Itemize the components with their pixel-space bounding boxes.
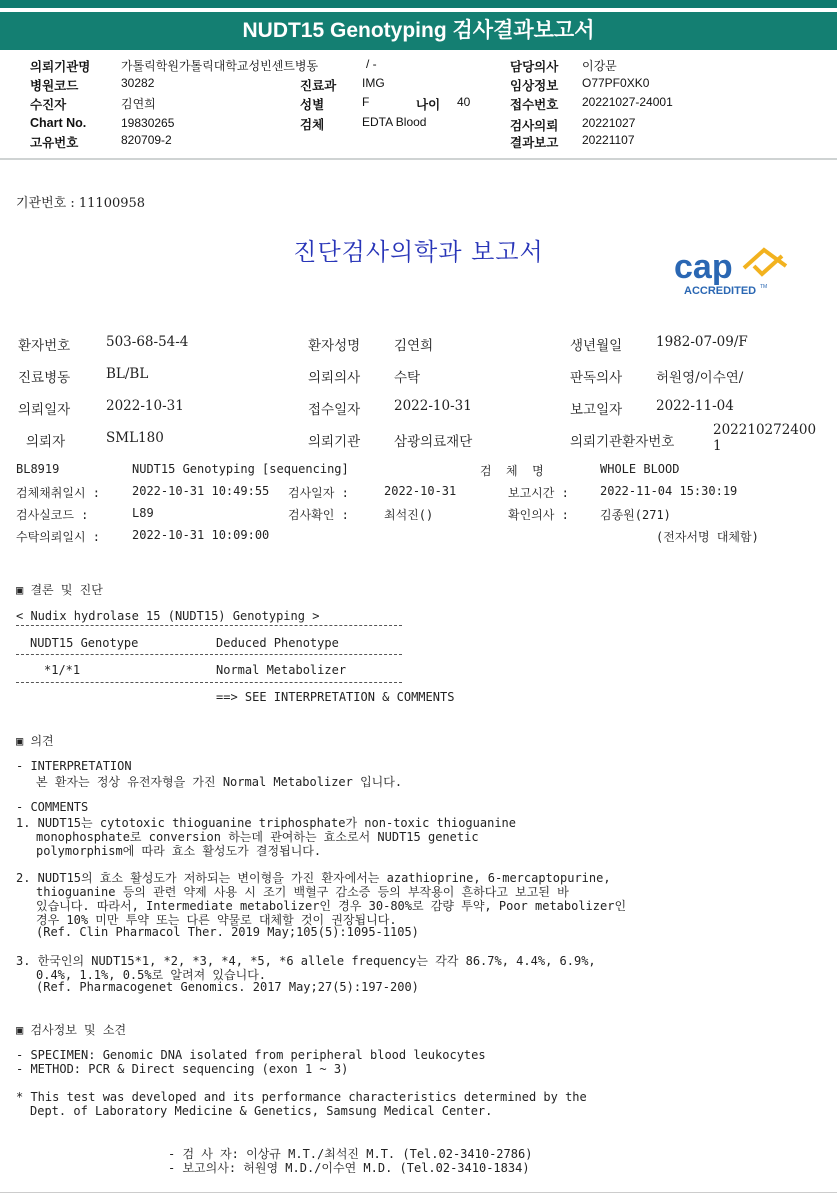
method-description: - METHOD: PCR & Direct sequencing (exon 1 ~ 3) [16,1062,349,1076]
label-dept: 진료과 [300,79,337,93]
doctor: 이강문 [582,59,617,73]
agency-number: 기관번호 : 11100958 [16,196,146,211]
comment-1-line-2: monophosphate로 conversion 하는데 관여하는 효소로서 NUDT15 genetic [36,830,479,844]
label-chart: Chart No. [30,116,87,130]
report-title-bar: NUDT15 Genotyping 검사결과보고서 [0,12,837,50]
label-unique-id: 고유번호 [30,136,79,150]
requesting-agency: 삼광의료재단 [394,434,473,450]
chart-no: 19830265 [121,116,175,130]
report-day: 2022-11-04 [656,398,734,414]
comment-3-line-2: 0.4%, 1.1%, 0.5%로 알려져 있습니다. [36,968,267,982]
disclaimer-line-2: Dept. of Laboratory Medicine & Genetics, Samsung Medical Center. [30,1104,493,1118]
label-sex: 성별 [300,98,325,112]
label-lab-code: 검사실코드 : [16,508,89,522]
phenotype-value: Normal Metabolizer [216,663,347,677]
conclusion-heading: ▣ 결론 및 진단 [16,583,103,597]
reading-doctor: 허원영/이수연/ [656,370,744,386]
label-requesting-doctor: 의뢰의사 [308,370,361,386]
lab-report-title: 진단검사의학과 보고서 [293,238,544,266]
comment-1-line-3: polymorphism에 따라 효소 활성도가 결정됩니다. [36,844,322,858]
specimen-description: - SPECIMEN: Genomic DNA isolated from peripheral blood leukocytes [16,1048,486,1062]
report-date: 20221107 [582,133,635,147]
sex: F [362,95,370,109]
patient-name: 김연희 [121,97,156,111]
header-divider [0,158,837,160]
label-report-date: 결과보고 [510,136,559,150]
request-date: 20221027 [582,116,636,130]
esign-note: (전자서명 대체함) [656,530,759,544]
reporter-signature: - 보고의사: 허원영 M.D./이수연 M.D. (Tel.02-3410-1834) [168,1161,530,1175]
label-agency-patient-no: 의뢰기관환자번호 [570,434,675,450]
label-collect-time: 검체채취일시 : [16,486,101,500]
label-report-day: 보고일자 [570,402,623,418]
requester: SML180 [106,430,164,446]
collect-time: 2022-10-31 10:49:55 [132,484,270,498]
label-specimen-name: 검 체 명 [480,464,544,478]
label-request-day: 의뢰일자 [18,402,71,418]
col-genotype-header: NUDT15 Genotype [30,636,139,650]
tester-signature: - 검 사 자: 이상규 M.T./최석진 M.T. (Tel.02-3410-2786) [168,1147,533,1161]
interpretation-text: 본 환자는 정상 유전자형을 가진 Normal Metabolizer 입니다. [36,775,403,789]
test-code: BL8919 [16,462,60,476]
label-hospital-code: 병원코드 [30,79,79,93]
label-requester: 의뢰자 [26,434,66,450]
label-clinical: 임상정보 [510,79,559,93]
receipt-no: 20221027-24001 [582,95,673,109]
entrust-time: 2022-10-31 10:09:00 [132,528,270,542]
age: 40 [457,95,471,109]
lab-code: L89 [132,506,154,520]
page-bottom-rule [0,1192,837,1193]
label-patient-no: 환자번호 [18,338,71,354]
info-heading: ▣ 검사정보 및 소견 [16,1023,127,1037]
comments-title: - COMMENTS [16,800,89,814]
ward-value: / - [366,57,377,71]
dept: IMG [362,76,385,90]
label-request-date: 검사의뢰 [510,119,559,133]
label-doctor: 담당의사 [510,60,559,74]
label-requesting-org: 의뢰기관명 [30,60,91,74]
confirm-doctor: 김종원(271) [600,508,671,522]
comment-3-line-3: (Ref. Pharmacogenet Genomics. 2017 May;27(5):197-200) [36,980,419,994]
patient-no: 503-68-54-4 [106,334,189,350]
test-date: 2022-10-31 [384,484,457,498]
top-accent-bar [0,0,837,8]
table-rule-mid [16,654,402,655]
report-time: 2022-11-04 15:30:19 [600,484,738,498]
comment-2-line-4: 경우 10% 미만 투약 또는 다른 약물로 대체할 것이 권장됩니다. [36,913,397,927]
requesting-doctor: 수탁 [394,370,421,386]
test-confirm: 최석진() [384,508,434,522]
label-specimen: 검체 [300,118,325,132]
comment-3-line-1: 3. 한국인의 NUDT15*1, *2, *3, *4, *5, *6 allele frequency는 각각 86.7%, 4.4%, 6.9%, [16,954,596,968]
label-age: 나이 [416,98,441,112]
table-rule-top [16,625,402,626]
svg-text:cap: cap [674,248,733,286]
label-patient: 수진자 [30,98,67,112]
test-name: NUDT15 Genotyping [sequencing] [132,462,349,476]
label-birthdate: 생년월일 [570,338,623,354]
request-day: 2022-10-31 [106,398,184,414]
hospital-code: 30282 [121,76,155,90]
label-receipt: 접수번호 [510,98,559,112]
see-interpretation: ==> SEE INTERPRETATION & COMMENTS [216,690,455,704]
interpretation-title: - INTERPRETATION [16,759,132,773]
label-receipt-day: 접수일자 [308,402,361,418]
agency-patient-no: 202210272400 [713,422,817,438]
col-phenotype-header: Deduced Phenotype [216,636,339,650]
cap-accredited-logo [674,244,792,300]
label-requesting-agency: 의뢰기관 [308,434,361,450]
label-ward: 진료병동 [18,370,71,386]
birthdate: 1982-07-09/F [656,334,748,350]
specimen: EDTA Blood [362,115,427,129]
label-patient-name: 환자성명 [308,338,361,354]
label-test-confirm: 검사확인 : [288,508,349,522]
comment-2-line-3: 있습니다. 따라서, Intermediate metabolizer인 경우 30-80%로 감량 투약, Poor metabolizer인 [36,899,627,913]
label-report-time: 보고시간 : [508,486,569,500]
specimen-name: WHOLE BLOOD [600,462,680,476]
requesting-org: 가톨릭학원가톨릭대학교성빈센트병동 [121,59,319,73]
comment-2-line-1: 2. NUDT15의 효소 활성도가 저하되는 변이형을 가진 환자에서는 azathioprine, 6-mercaptopurine, [16,871,611,885]
agency-patient-no-cont: 1 [713,438,722,454]
ward: BL/BL [106,366,149,382]
opinion-heading: ▣ 의견 [16,734,54,748]
disclaimer-line-1: * This test was developed and its performance characteristics determined by the [16,1090,587,1104]
receipt-day: 2022-10-31 [394,398,472,414]
label-test-date: 검사일자 : [288,486,349,500]
comment-2-line-5: (Ref. Clin Pharmacol Ther. 2019 May;105(5):1095-1105) [36,925,419,939]
label-reading-doctor: 판독의사 [570,370,623,386]
label-confirm-doctor: 확인의사 : [508,508,569,522]
table-rule-bottom [16,682,402,683]
unique-id: 820709-2 [121,133,172,147]
svg-text:ACCREDITED: ACCREDITED [684,285,757,297]
patient-name-2: 김연희 [394,338,434,354]
genotype-value: *1/*1 [44,663,81,677]
conclusion-subtitle: < Nudix hydrolase 15 (NUDT15) Genotyping > [16,609,320,623]
svg-text:TM: TM [760,284,768,290]
comment-1-line-1: 1. NUDT15는 cytotoxic thioguanine triphosphate가 non-toxic thioguanine [16,816,517,830]
clinical-info: O77PF0XK0 [582,76,650,90]
comment-2-line-2: thioguanine 등의 관련 약제 사용 시 조기 백혈구 감소증 등의 부작용이 흔하다고 보고된 바 [36,885,569,899]
label-entrust-time: 수탁의뢰일시 : [16,530,101,544]
